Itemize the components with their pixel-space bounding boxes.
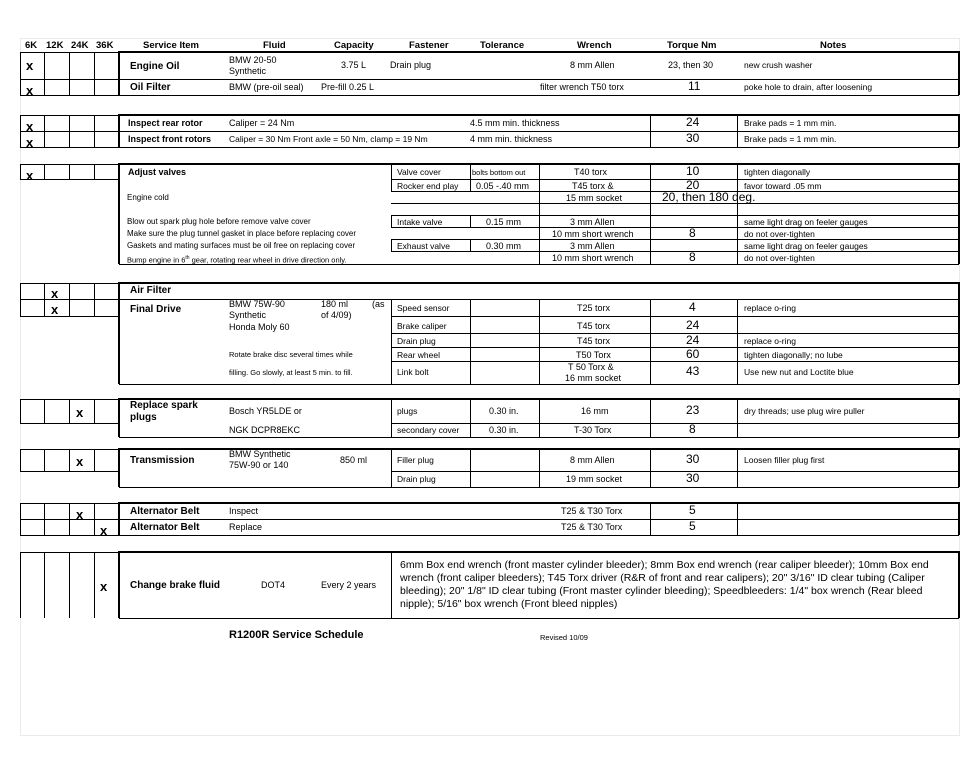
engine-oil-fluid-2: Synthetic — [229, 66, 267, 76]
footer-title: R1200R Service Schedule — [229, 629, 364, 641]
rear-rotor-torque: 24 — [686, 115, 700, 129]
header-fastener: Fastener — [409, 40, 449, 51]
transmission-row-1-notes: Loosen filler plug first — [744, 455, 825, 465]
final-drive-row-5-torque: 43 — [686, 364, 700, 378]
front-rotors-item: Inspect front rotors — [128, 134, 212, 144]
header-24k: 24K — [71, 40, 89, 51]
header-notes: Notes — [820, 40, 847, 51]
spark-plugs-item-2: plugs — [130, 412, 157, 423]
spark-plugs-row-2-fastener: secondary cover — [397, 425, 460, 435]
valves-row-1-wrench: T40 torx — [574, 167, 608, 177]
valves-row-5-wrench: 10 mm short wrench — [552, 229, 634, 239]
alternator-replace-torque: 5 — [689, 519, 696, 533]
transmission-row-1-torque: 30 — [686, 452, 700, 466]
alternator-inspect-wrench: T25 & T30 Torx — [561, 506, 623, 516]
valves-engine-cold: Engine cold — [127, 193, 169, 202]
final-drive-row-4-fastener: Rear wheel — [397, 350, 440, 360]
valves-row-2-fastener: Rocker end play — [397, 181, 459, 191]
final-drive-row-5-fastener: Link bolt — [397, 367, 429, 377]
final-drive-row-1-wrench: T25 torx — [577, 303, 611, 313]
final-drive-row-3-torque: 24 — [686, 333, 700, 347]
final-drive-row-1-torque: 4 — [689, 300, 696, 314]
final-drive-row-2-torque: 24 — [686, 318, 700, 332]
spark-plugs-row-1-fastener: plugs — [397, 406, 418, 416]
oil-filter-notes: poke hole to drain, after loosening — [744, 82, 873, 92]
transmission-row-1-fastener: Filler plug — [397, 455, 434, 465]
engine-oil-fluid-1: BMW 20-50 — [229, 55, 277, 65]
final-drive-note-1: Rotate brake disc several times while — [229, 350, 353, 359]
valves-row-7-wrench: 10 mm short wrench — [552, 253, 634, 263]
mark-24k-transmission: x — [76, 454, 84, 469]
header-fluid: Fluid — [263, 40, 286, 51]
transmission-row-2-torque: 30 — [686, 471, 700, 485]
final-drive-row-2-wrench: T45 torx — [577, 321, 611, 331]
header-tolerance: Tolerance — [480, 40, 525, 51]
transmission-row-1-wrench: 8 mm Allen — [570, 455, 615, 465]
mark-6k-engine-oil: x — [26, 58, 34, 73]
mark-6k-oil-filter: x — [26, 83, 34, 98]
spark-plugs-row-1-notes: dry threads; use plug wire puller — [744, 406, 865, 416]
mark-6k-rear-rotor: x — [26, 119, 34, 134]
final-drive-fluid-1: BMW 75W-90 — [229, 299, 285, 309]
valves-row-4-wrench: 3 mm Allen — [570, 217, 615, 227]
valves-row-1-fastener: Valve cover — [397, 167, 441, 177]
spark-plugs-fluid-1: Bosch YR5LDE or — [229, 406, 302, 416]
final-drive-row-5-wrench-1: T 50 Torx & — [568, 362, 614, 372]
valves-row-7-notes: do not over-tighten — [744, 253, 815, 263]
spark-plugs-row-1-wrench: 16 mm — [581, 406, 609, 416]
valves-row-4-tolerance: 0.15 mm — [486, 217, 522, 227]
valves-note-2: Make sure the plug tunnel gasket in place before replacing cover — [127, 229, 357, 238]
footer-revised: Revised 10/09 — [540, 633, 588, 642]
engine-oil-wrench: 8 mm Allen — [570, 60, 615, 70]
spark-plugs-fluid-2: NGK DCPR8EKC — [229, 425, 301, 435]
valves-row-5-notes: do not over-tighten — [744, 229, 815, 239]
final-drive-row-3-fastener: Drain plug — [397, 336, 436, 346]
oil-filter-capacity: Pre-fill 0.25 L — [321, 82, 375, 92]
valves-row-7-torque: 8 — [689, 250, 696, 264]
brake-fluid-fluid: DOT4 — [261, 580, 286, 590]
mark-12k-final-drive: x — [51, 302, 59, 317]
alternator-inspect-item: Alternator Belt — [130, 506, 200, 517]
rear-rotor-tolerance: 4.5 mm min. thickness — [470, 118, 560, 128]
valves-row-6-fastener: Exhaust valve — [397, 241, 450, 251]
spark-plugs-row-2-torque: 8 — [689, 422, 696, 436]
front-rotors-detail: Caliper = 30 Nm Front axle = 50 Nm, clamp = 19 Nm — [229, 134, 428, 144]
valves-row-3-torque: 20, then 180 deg. — [662, 190, 756, 204]
oil-filter-wrench: filter wrench T50 torx — [540, 82, 624, 92]
engine-oil-item: Engine Oil — [130, 61, 180, 72]
header-torque: Torque Nm — [667, 40, 717, 51]
mark-6k-valves: x — [26, 168, 34, 183]
valves-note-4: Bump engine in 6th gear, rotating rear wheel in drive direction only. — [127, 255, 347, 265]
transmission-item: Transmission — [130, 455, 195, 466]
transmission-fluid-2: 75W-90 or 140 — [229, 460, 289, 470]
valves-row-2-notes: favor toward .05 mm — [744, 181, 822, 191]
engine-oil-torque: 23, then 30 — [668, 60, 714, 70]
transmission-row-2-wrench: 19 mm socket — [566, 474, 623, 484]
brake-fluid-interval: Every 2 years — [321, 580, 377, 590]
valves-note-1: Blow out spark plug hole before remove valve cover — [127, 217, 311, 226]
valves-item: Adjust valves — [128, 167, 187, 177]
transmission-capacity: 850 ml — [340, 455, 368, 465]
valves-row-1-notes: tighten diagonally — [744, 167, 811, 177]
final-drive-row-4-wrench: T50 Torx — [576, 350, 611, 360]
oil-filter-item: Oil Filter — [130, 82, 171, 93]
air-filter-item: Air Filter — [130, 285, 172, 296]
engine-oil-capacity: 3.75 L — [341, 60, 367, 70]
oil-filter-torque: 11 — [688, 79, 701, 93]
front-rotors-tolerance: 4 mm min. thickness — [470, 134, 553, 144]
final-drive-capacity-1: 180 ml — [321, 299, 349, 309]
final-drive-item: Final Drive — [130, 304, 182, 315]
valves-row-2-wrench: T45 torx & — [572, 181, 614, 191]
final-drive-row-3-wrench: T45 torx — [577, 336, 611, 346]
valves-row-1-torque: 10 — [686, 164, 700, 178]
mark-12k-air-filter: x — [51, 286, 59, 301]
valves-row-6-tolerance: 0.30 mm — [486, 241, 522, 251]
valves-row-3-wrench: 15 mm socket — [566, 193, 623, 203]
final-drive-row-5-wrench-2: 16 mm socket — [565, 373, 622, 383]
mark-24k-spark-plugs: x — [76, 405, 84, 420]
valves-row-6-notes: same light drag on feeler gauges — [744, 241, 868, 251]
alternator-replace-action: Replace — [229, 522, 263, 532]
rear-rotor-detail: Caliper = 24 Nm — [229, 118, 295, 128]
final-drive-row-4-torque: 60 — [686, 347, 700, 361]
valves-row-4-notes: same light drag on feeler gauges — [744, 217, 868, 227]
final-drive-capacity-2: (as — [372, 299, 385, 309]
header-service-item: Service Item — [143, 40, 199, 51]
final-drive-row-4-notes: tighten diagonally; no lube — [744, 350, 843, 360]
valves-note-3: Gaskets and mating surfaces must be oil free on replacing cover — [127, 241, 356, 250]
brake-fluid-tools: 6mm Box end wrench (front master cylinder bleeder); 8mm Box end wrench (rear caliper bleeder); 10mm Box end wrench (front caliper bleeders); T45 Torx driver (R&R of front and rear calipers); 20" 3/16" ID clear tubing (Caliper bleeding); 20" 1/8" ID clear tubing (Front master cylinder bleeding); Speedbleeders: 1/4" box wrench (Rear bleed nipple); 5/16" box wrench (Front bleed nipples) — [400, 559, 929, 610]
valves-row-2-tolerance: 0.05 -.40 mm — [476, 181, 530, 191]
final-drive-row-3-notes: replace o-ring — [744, 336, 796, 346]
mark-36k-brake-fluid: x — [100, 579, 108, 594]
rear-rotor-item: Inspect rear rotor — [128, 118, 203, 128]
valves-row-6-wrench: 3 mm Allen — [570, 241, 615, 251]
final-drive-row-2-fastener: Brake caliper — [397, 321, 447, 331]
valves-row-4-fastener: Intake valve — [397, 217, 443, 227]
front-rotors-torque: 30 — [686, 131, 700, 145]
alternator-inspect-torque: 5 — [689, 503, 696, 517]
engine-oil-fastener: Drain plug — [390, 60, 432, 70]
spark-plugs-row-1-tolerance: 0.30 in. — [489, 406, 519, 416]
mark-24k-alternator-inspect: x — [76, 507, 84, 522]
front-rotors-notes: Brake pads = 1 mm min. — [744, 134, 837, 144]
alternator-inspect-action: Inspect — [229, 506, 259, 516]
alternator-replace-item: Alternator Belt — [130, 522, 200, 533]
final-drive-row-5-notes: Use new nut and Loctite blue — [744, 367, 854, 377]
final-drive-row-1-fastener: Speed sensor — [397, 303, 450, 313]
final-drive-capacity-3: of 4/09) — [321, 310, 352, 320]
header-12k: 12K — [46, 40, 64, 51]
spark-plugs-row-2-tolerance: 0.30 in. — [489, 425, 519, 435]
spark-plugs-row-1-torque: 23 — [686, 403, 700, 417]
final-drive-fluid-2: Synthetic — [229, 310, 267, 320]
mark-6k-front-rotors: x — [26, 135, 34, 150]
rear-rotor-notes: Brake pads = 1 mm min. — [744, 118, 837, 128]
transmission-fluid-1: BMW Synthetic — [229, 449, 291, 459]
mark-36k-alternator-replace: x — [100, 523, 108, 538]
oil-filter-fluid: BMW (pre-oil seal) — [229, 82, 304, 92]
spark-plugs-item-1: Replace spark — [130, 400, 198, 411]
final-drive-fluid-3: Honda Moly 60 — [229, 322, 290, 332]
header-6k: 6K — [25, 40, 38, 51]
final-drive-note-2: filling. Go slowly, at least 5 min. to fill. — [229, 368, 353, 377]
header-capacity: Capacity — [334, 40, 374, 51]
spark-plugs-row-2-wrench: T-30 Torx — [574, 425, 612, 435]
engine-oil-notes: new crush washer — [744, 60, 813, 70]
valves-row-1-tolerance: bolts bottom out — [472, 168, 526, 177]
header-wrench: Wrench — [577, 40, 612, 51]
transmission-row-2-fastener: Drain plug — [397, 474, 436, 484]
valves-row-2-torque: 20 — [686, 178, 700, 192]
brake-fluid-item: Change brake fluid — [130, 580, 221, 591]
alternator-replace-wrench: T25 & T30 Torx — [561, 522, 623, 532]
final-drive-row-1-notes: replace o-ring — [744, 303, 796, 313]
header-36k: 36K — [96, 40, 114, 51]
valves-row-5-torque: 8 — [689, 226, 696, 240]
